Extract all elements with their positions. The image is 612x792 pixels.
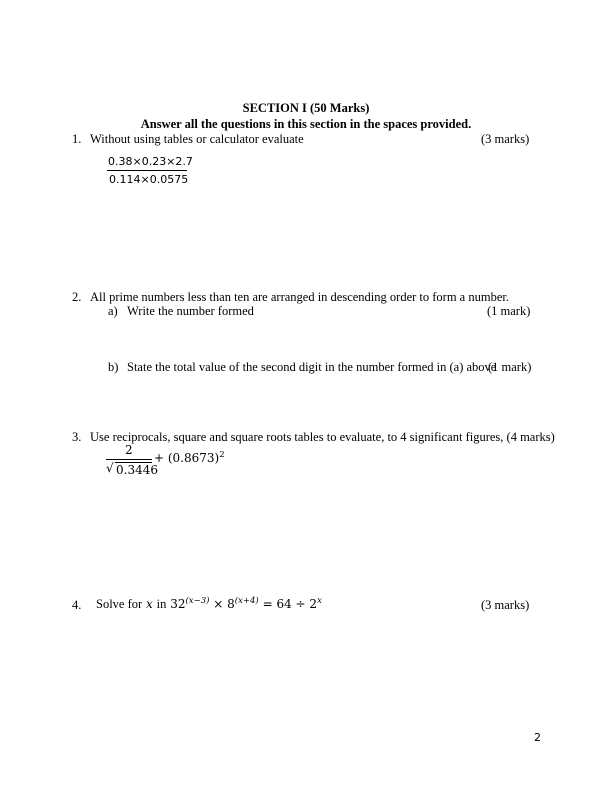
exponent-3: x	[317, 596, 322, 606]
plus-term: + (0.8673)	[154, 451, 220, 465]
section-instructions: Answer all the questions in this section in the spaces provided.	[140, 117, 472, 131]
fraction-numerator: 2	[125, 443, 133, 457]
fraction-bar	[107, 170, 187, 171]
subpart-b-label: b)	[108, 360, 119, 374]
question-number: 3.	[72, 430, 82, 444]
page-number: 2	[534, 731, 541, 744]
question-number: 2.	[72, 290, 82, 304]
sqrt-symbol: √	[106, 461, 114, 475]
exponent-1: (x−3)	[185, 596, 210, 606]
subpart-b-text: State the total value of the second digit in the number formed in (a) above	[127, 360, 497, 374]
question-number: 1.	[72, 132, 82, 146]
question-text: Use reciprocals, square and square roots tables to evaluate, to 4 significant figures, (4 marks)	[90, 430, 555, 444]
question-text: All prime numbers less than ten are arranged in descending order to form a number.	[90, 290, 509, 304]
fraction-denominator: 0.114×0.0575	[109, 173, 189, 186]
variable-x: x	[146, 597, 153, 611]
expression-term	[154, 451, 225, 465]
subpart-b-marks: (1 mark)	[488, 360, 532, 374]
base-8: 8	[227, 597, 235, 611]
in-word: in	[156, 597, 167, 611]
fraction-bar	[106, 459, 152, 460]
subpart-a-marks: (1 mark)	[487, 304, 531, 318]
equation	[96, 597, 322, 612]
exponent-2: (x+4)	[234, 596, 259, 606]
base-32: 32	[170, 597, 186, 611]
marks-label: (3 marks)	[481, 132, 530, 146]
section-title: SECTION I (50 Marks)	[242, 101, 370, 115]
times-sign: ×	[213, 597, 224, 611]
fraction-numerator: 0.38×0.23×2.7	[108, 155, 193, 168]
question-number: 4.	[72, 598, 82, 612]
prefix-text: Solve for	[96, 597, 143, 611]
question-text: Without using tables or calculator evaluate	[90, 132, 304, 146]
subpart-a-label: a)	[108, 304, 118, 318]
exponent: 2	[219, 450, 225, 460]
marks-label: (3 marks)	[481, 598, 530, 612]
right-hand-side: = 64 ÷ 2	[262, 597, 318, 611]
radicand: 0.3446	[116, 463, 158, 477]
subpart-a-text: Write the number formed	[127, 304, 254, 318]
